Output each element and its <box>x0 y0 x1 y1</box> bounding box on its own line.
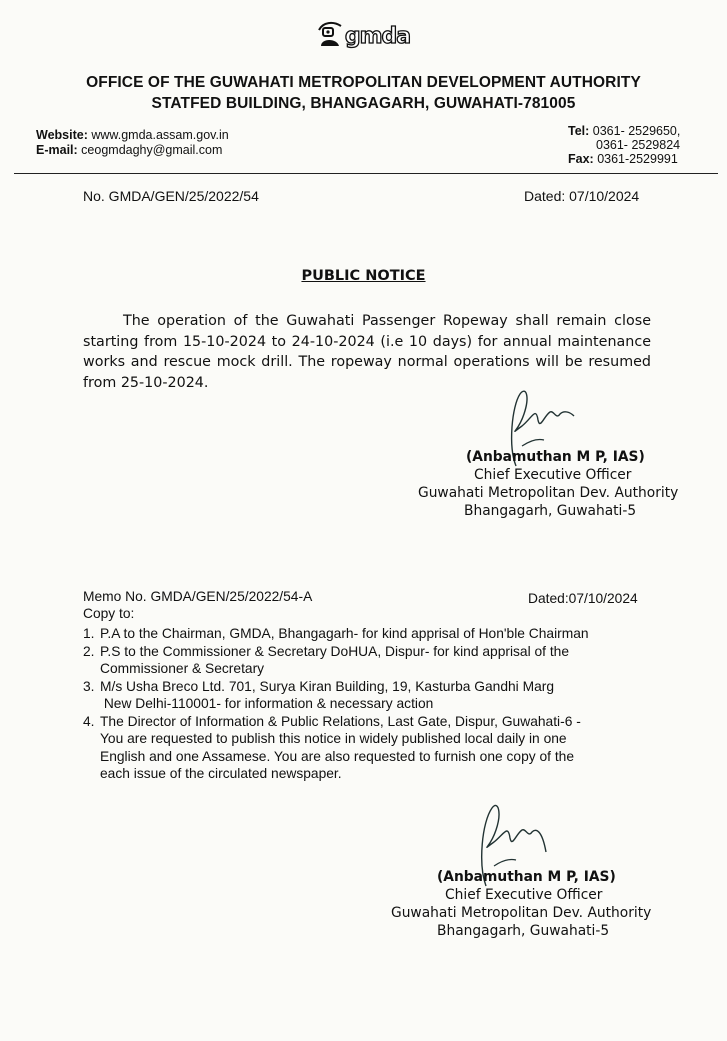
tel-number-1: 0361- 2529650, <box>592 124 681 138</box>
email-line <box>36 143 222 158</box>
fax-number: 0361-2529991 <box>597 152 678 166</box>
office-title-line1: OFFICE OF THE GUWAHATI METROPOLITAN DEVELOPMENT AUTHORITY <box>86 74 641 91</box>
signatory-2-place: Bhangagarh, Guwahati-5 <box>437 923 610 939</box>
fax-label: Fax: <box>568 152 594 166</box>
memo-date: Dated:07/10/2024 <box>528 591 638 606</box>
signatory-1-org: Guwahati Metropolitan Dev. Authority <box>418 485 679 501</box>
ropeway-emblem-icon <box>317 20 343 48</box>
signature-1-block <box>418 448 688 520</box>
signatory-1-place: Bhangagarh, Guwahati-5 <box>464 503 637 519</box>
notice-body: The operation of the Guwahati Passenger Ropeway shall remain close starting from 15-10-2024 to 24-10-2024 (i.e 10 days) for annual maintenance works and rescue mock drill. The ropeway normal operations will be resumed from 25-10-2024. <box>83 313 651 391</box>
logo-text: gmda <box>344 24 411 49</box>
list-item: 3. M/s Usha Breco Ltd. 701, Surya Kiran Building, 19, Kasturba Gandhi Marg New Delhi-110001- for information & necessary action <box>83 678 555 711</box>
copy-to-list <box>83 625 653 783</box>
memo-number: Memo No. GMDA/GEN/25/2022/54-A <box>83 589 313 604</box>
signatory-2-name: (Anbamuthan M P, IAS) <box>437 869 616 885</box>
signatory-2-designation: Chief Executive Officer <box>445 887 603 903</box>
list-item: 4. The Director of Information & Public Relations, Last Gate, Dispur, Guwahati-6 - You are requested to publish this notice in widely published local daily in one English and one Assamese. You are also requested to furnish one copy of the each issue of the circulated newspaper. <box>83 713 581 781</box>
email-link[interactable]: ceogmdaghy@gmail.com <box>81 143 223 157</box>
notice-date: Dated: 07/10/2024 <box>524 188 640 204</box>
tel-label: Tel: <box>568 124 590 138</box>
website-link[interactable]: www.gmda.assam.gov.in <box>91 128 229 142</box>
signatory-1-name: (Anbamuthan M P, IAS) <box>466 449 645 465</box>
office-title-line2: STATFED BUILDING, BHANGAGARH, GUWAHATI-781005 <box>151 95 576 112</box>
tel-line <box>568 124 680 139</box>
list-item: 2. P.S to the Commissioner & Secretary DoHUA, Dispur- for kind apprisal of the Commissioner & Secretary <box>83 643 570 676</box>
reference-number: No. GMDA/GEN/25/2022/54 <box>83 188 259 204</box>
gmda-logo <box>0 20 727 53</box>
signatory-1-designation: Chief Executive Officer <box>474 467 632 483</box>
email-label: E-mail: <box>36 143 78 157</box>
website-label: Website: <box>36 128 88 142</box>
notice-title: PUBLIC NOTICE <box>301 268 426 284</box>
fax-line <box>568 152 678 167</box>
copy-to-label: Copy to: <box>83 606 135 621</box>
website-line <box>36 128 229 143</box>
signature-2-block <box>391 868 681 940</box>
signatory-2-org: Guwahati Metropolitan Dev. Authority <box>391 905 652 921</box>
tel-number-2: 0361- 2529824 <box>596 138 681 152</box>
header-divider <box>14 173 718 174</box>
list-item: 1. P.A to the Chairman, GMDA, Bhangagarh- for kind apprisal of Hon'ble Chairman <box>83 626 589 641</box>
